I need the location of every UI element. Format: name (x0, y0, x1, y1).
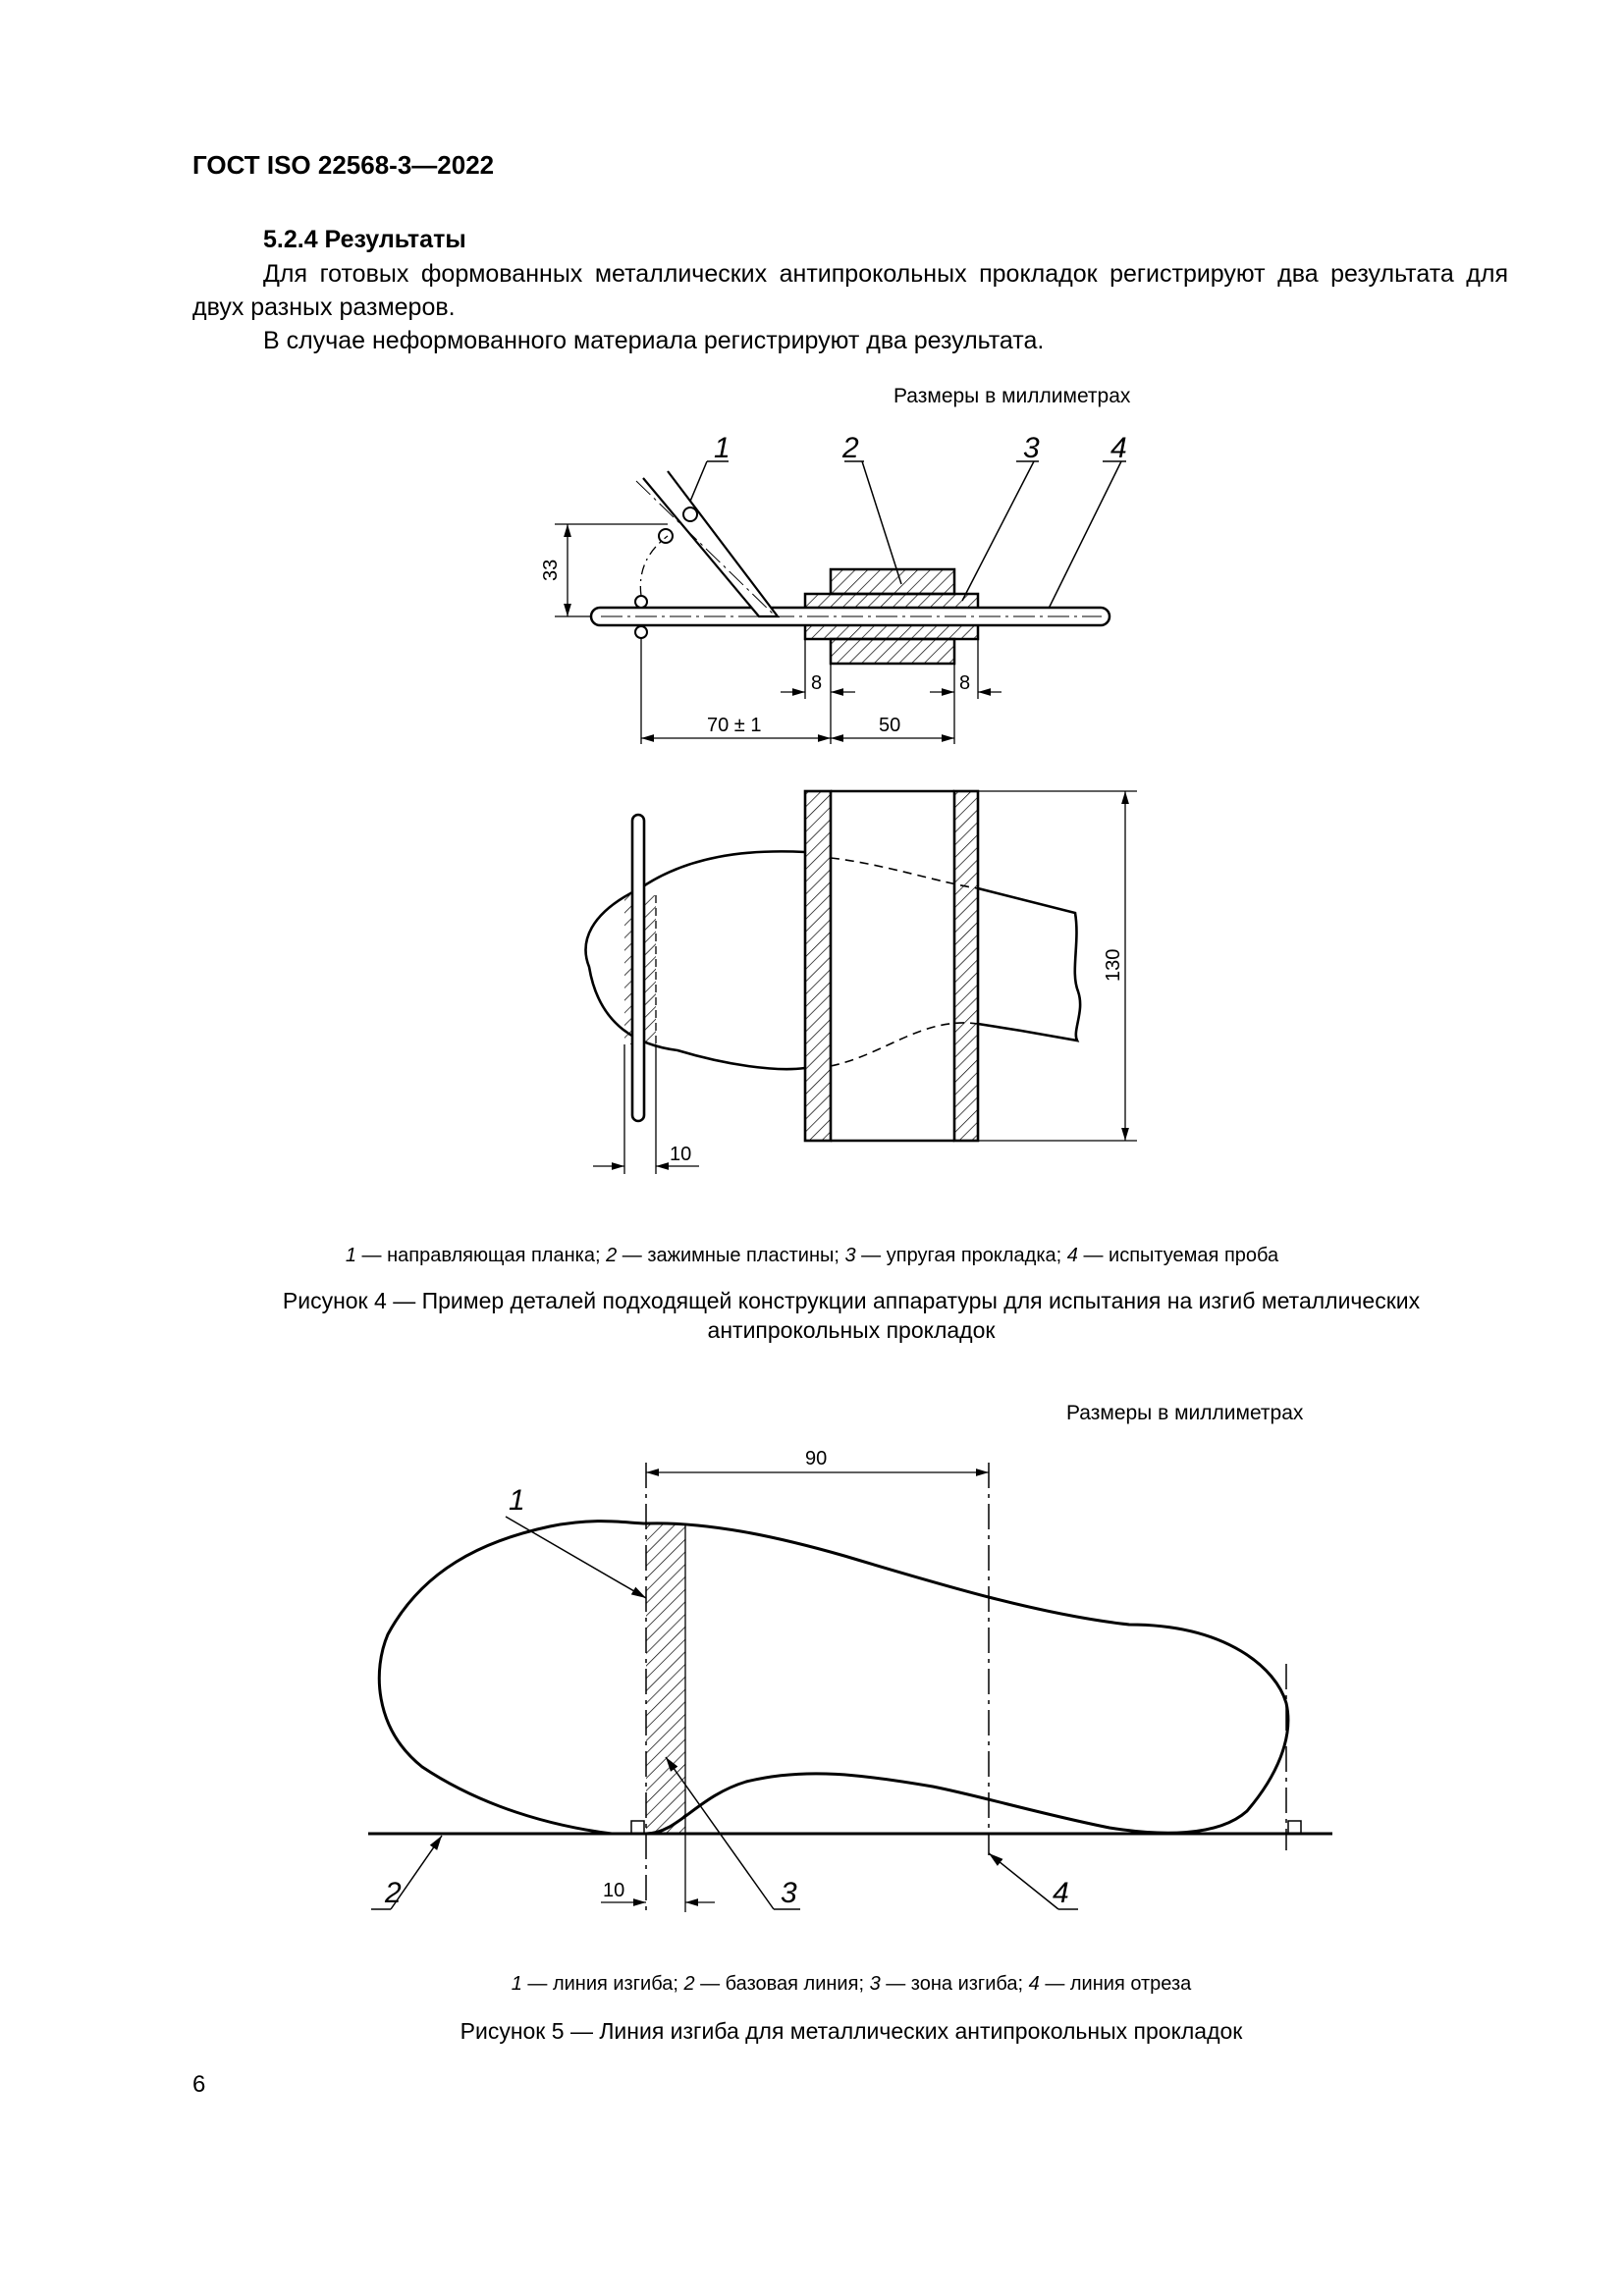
clamp-plate-plan-left (805, 791, 831, 1141)
dim-90: 90 (805, 1448, 828, 1469)
dim-33: 33 (540, 559, 562, 581)
clamp-plate-top (831, 569, 954, 594)
page-number: 6 (192, 2071, 206, 2098)
clamp-plate-bottom (831, 639, 954, 664)
bend-zone (646, 1523, 685, 1834)
figure4-label-1: 1 (714, 432, 731, 464)
paragraph-1: Для готовых формованных металлических антипрокольных прокладок регистрируют два результата для двух разных размеров. (192, 260, 1508, 321)
figure4-caption-line2: антипрокольных прокладок (707, 1317, 996, 1343)
figure5-label-1: 1 (509, 1484, 525, 1517)
figure5-label-2: 2 (385, 1877, 402, 1909)
figure4-label-4: 4 (1110, 432, 1127, 464)
section-title: 5.2.4 Результаты (263, 226, 466, 253)
clamp-plate-plan-right (954, 791, 978, 1141)
guide-bar-bent (643, 471, 778, 616)
guide-rod-plan (632, 815, 644, 1121)
figure4-label-2: 2 (842, 432, 859, 464)
figure5-caption: Рисунок 5 — Линия изгиба для металлических антипрокольных прокладок (460, 2018, 1243, 2044)
dim-130: 130 (1103, 948, 1124, 982)
figure5-label-3: 3 (781, 1877, 797, 1909)
paragraph-2: В случае неформованного материала регистрируют два результата. (263, 327, 1045, 354)
dim-8-right: 8 (959, 672, 971, 694)
dim-70: 70 ± 1 (707, 715, 762, 736)
figure4-label-3: 3 (1023, 432, 1040, 464)
figure5-legend: 1 — линия изгиба; 2 — базовая линия; 3 — зона изгиба; 4 — линия отреза (511, 1973, 1192, 1995)
figure4-caption-line1: Рисунок 4 — Пример деталей подходящей конструкции аппаратуры для испытания на изгиб металлических (282, 1288, 1421, 1313)
dim-8-left: 8 (811, 672, 823, 694)
dim-50: 50 (879, 715, 901, 736)
specimen-outline-right (978, 888, 1080, 1041)
document-header: ГОСТ ISO 22568-3—2022 (192, 150, 495, 180)
figure5-label-4: 4 (1053, 1877, 1069, 1909)
insole-outline (379, 1522, 1288, 1834)
figure5-units-note: Размеры в миллиметрах (1066, 1402, 1304, 1424)
specimen-outline-left (586, 851, 805, 1069)
dim-10-fig5: 10 (603, 1880, 625, 1901)
figure4-units-note: Размеры в миллиметрах (893, 385, 1131, 407)
dim-10-fig4: 10 (670, 1144, 692, 1165)
figure4-legend: 1 — направляющая планка; 2 — зажимные пластины; 3 — упругая прокладка; 4 — испытуемая проба (345, 1245, 1279, 1266)
